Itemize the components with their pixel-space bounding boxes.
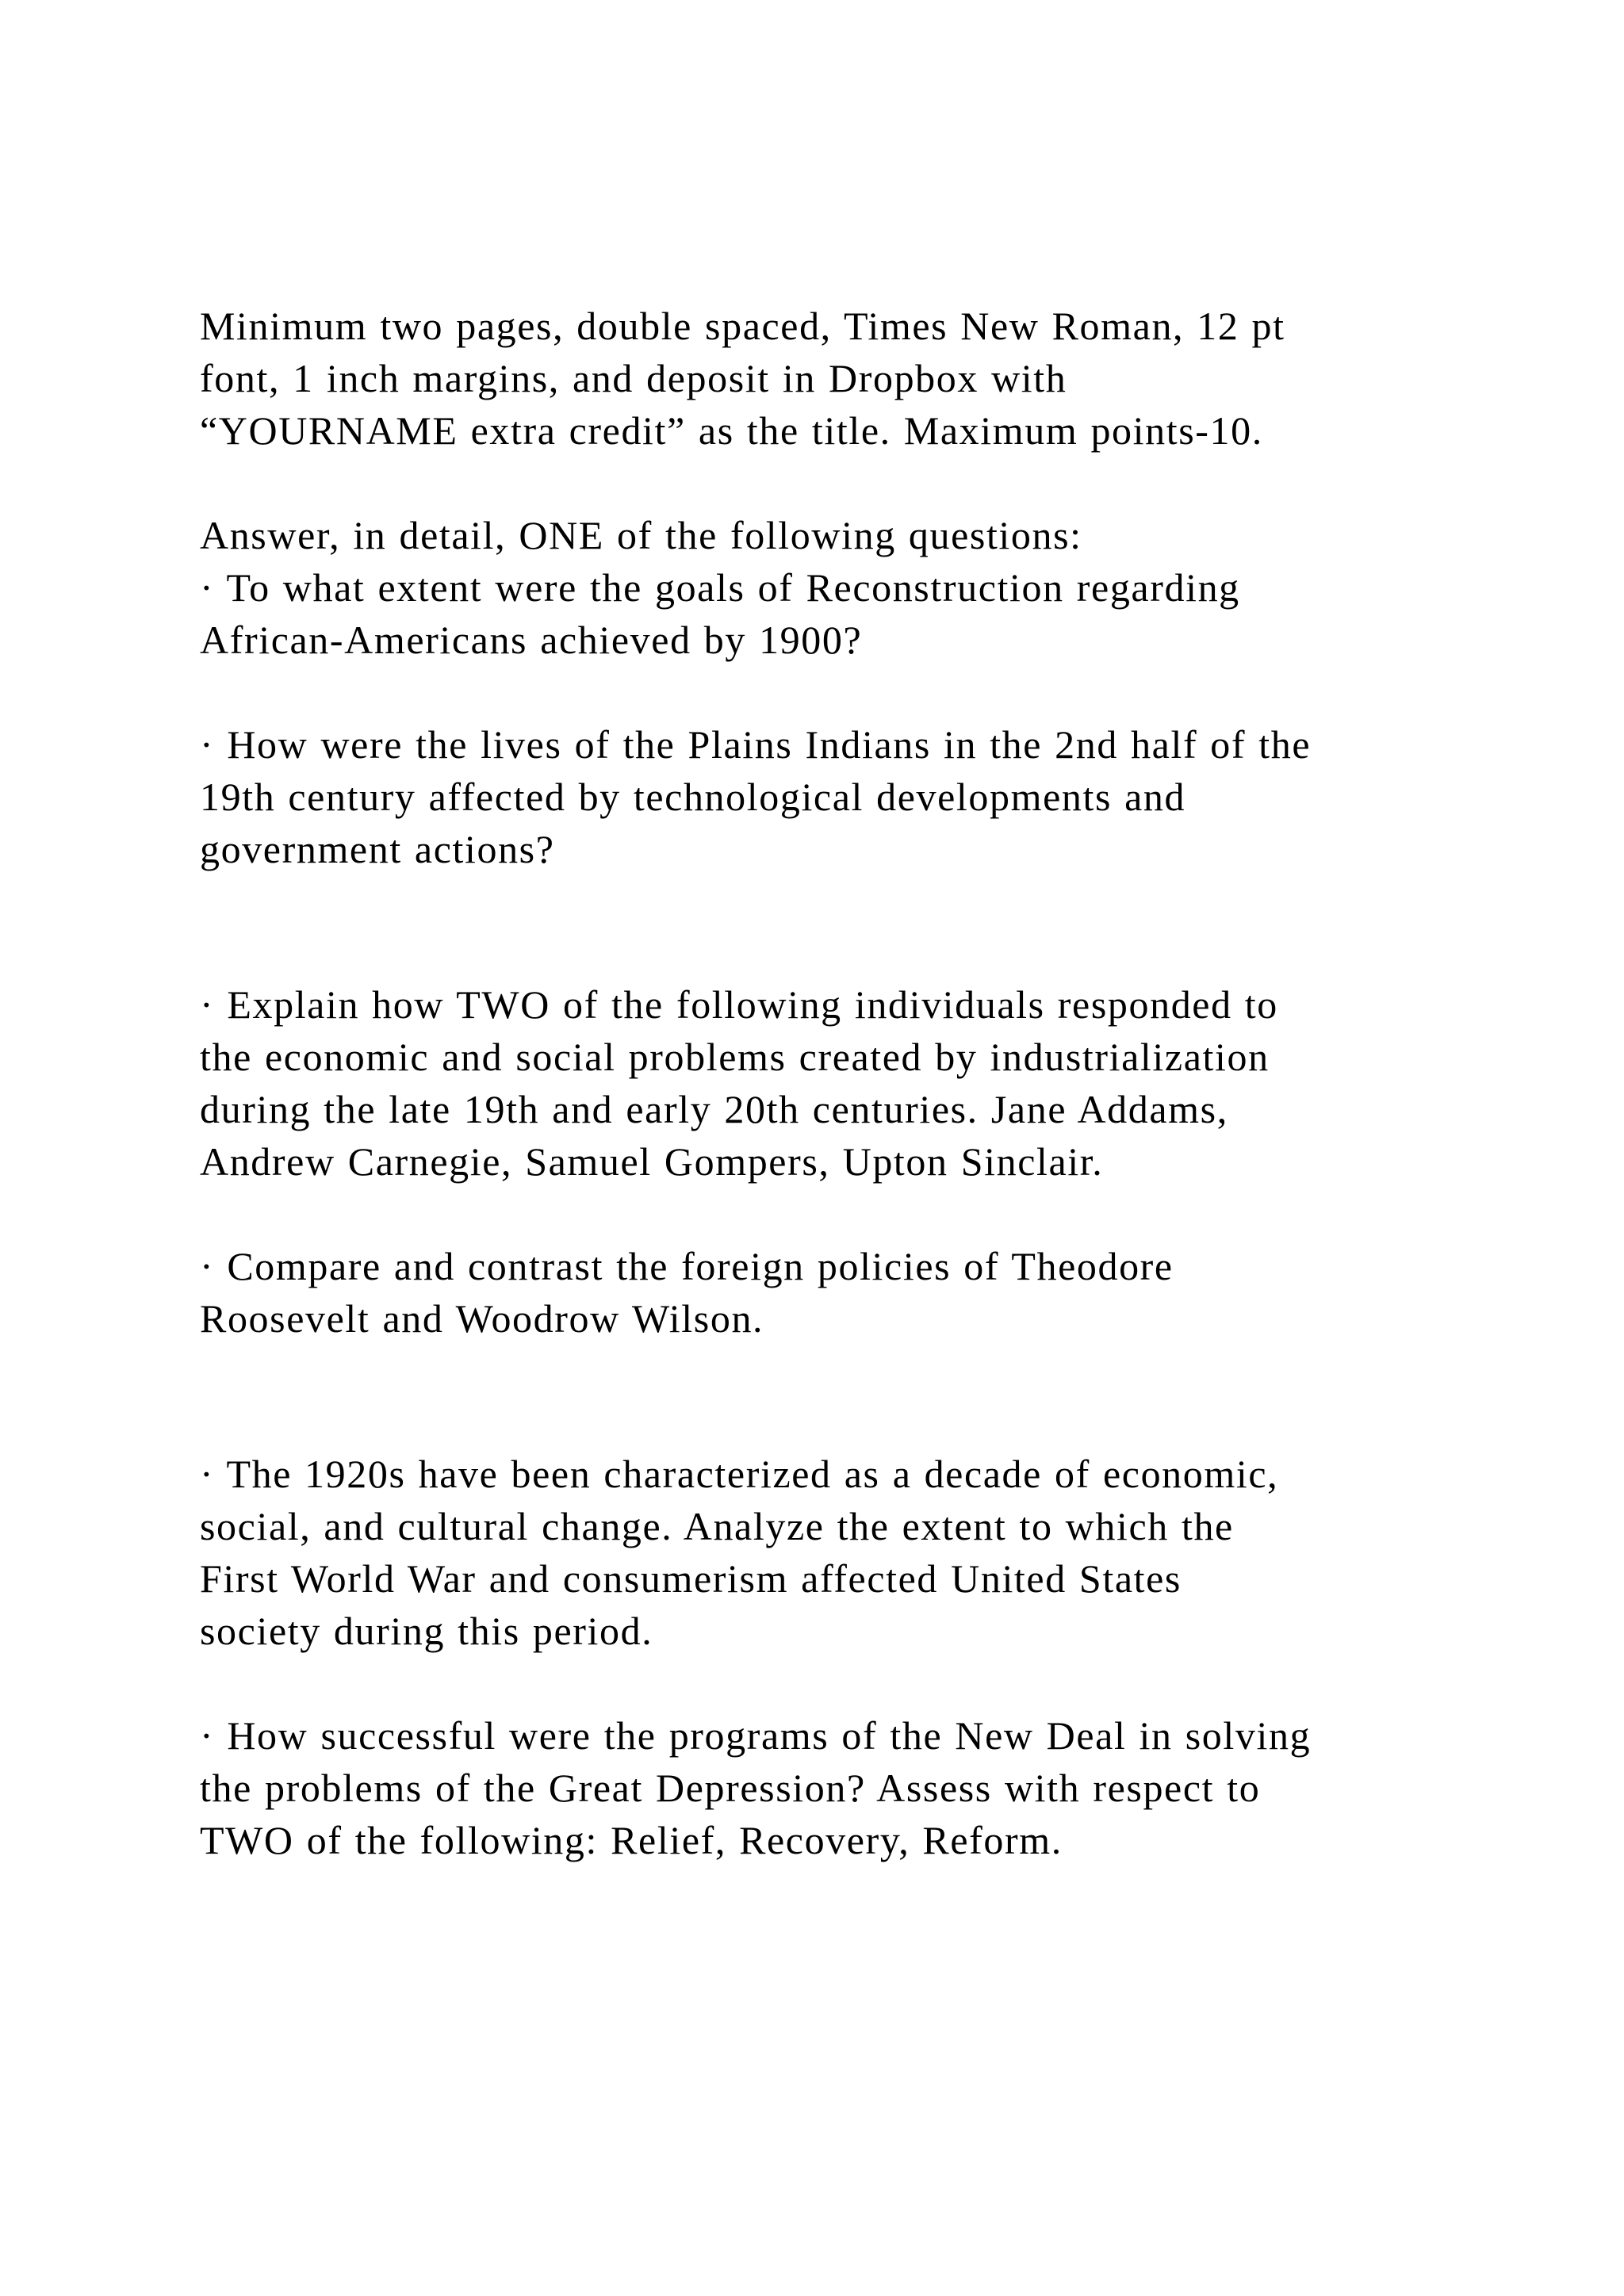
instructions-line: font, 1 inch margins, and deposit in Dropbox with <box>200 356 1067 400</box>
question-1 <box>200 561 1548 666</box>
instructions-line: Minimum two pages, double spaced, Times New Roman, 12 pt <box>200 304 1285 348</box>
question-line: · The 1920s have been characterized as a decade of economic, <box>200 1452 1279 1496</box>
question-line: First World War and consumerism affected United States <box>200 1556 1182 1601</box>
paragraph-gap <box>200 457 1548 509</box>
paragraph-gap <box>200 1345 1548 1448</box>
question-line: society during this period. <box>200 1609 653 1653</box>
question-line: African-Americans achieved by 1900? <box>200 618 863 662</box>
question-5 <box>200 1448 1548 1657</box>
question-line: · Compare and contrast the foreign policies of Theodore <box>200 1244 1174 1288</box>
question-line: the problems of the Great Depression? Assess with respect to <box>200 1766 1261 1810</box>
instructions-line: “YOURNAME extra credit” as the title. Maximum points-10. <box>200 408 1263 453</box>
prompt-line: Answer, in detail, ONE of the following questions: <box>200 513 1082 557</box>
question-line: government actions? <box>200 827 555 871</box>
paragraph-gap <box>200 1188 1548 1240</box>
paragraph-gap <box>200 875 1548 978</box>
question-line: · How successful were the programs of the New Deal in solving <box>200 1713 1312 1758</box>
question-3 <box>200 978 1548 1188</box>
question-2 <box>200 718 1548 875</box>
question-line: 19th century affected by technological developments and <box>200 775 1186 819</box>
paragraph-gap <box>200 1657 1548 1709</box>
question-4 <box>200 1240 1548 1345</box>
question-line: Andrew Carnegie, Samuel Gompers, Upton Sinclair. <box>200 1139 1104 1184</box>
question-line: during the late 19th and early 20th centuries. Jane Addams, <box>200 1087 1228 1131</box>
question-line: · Explain how TWO of the following individuals responded to <box>200 982 1278 1027</box>
question-line: · How were the lives of the Plains Indians in the 2nd half of the <box>200 722 1312 767</box>
question-line: TWO of the following: Relief, Recovery, Reform. <box>200 1818 1063 1862</box>
question-line: Roosevelt and Woodrow Wilson. <box>200 1296 764 1341</box>
question-line: social, and cultural change. Analyze the extent to which the <box>200 1504 1234 1548</box>
question-line: the economic and social problems created by industrialization <box>200 1035 1270 1079</box>
document-body <box>200 300 1548 1866</box>
instructions-paragraph <box>200 300 1548 457</box>
question-6 <box>200 1709 1548 1866</box>
question-line: · To what extent were the goals of Reconstruction regarding <box>200 565 1240 610</box>
paragraph-gap <box>200 666 1548 718</box>
